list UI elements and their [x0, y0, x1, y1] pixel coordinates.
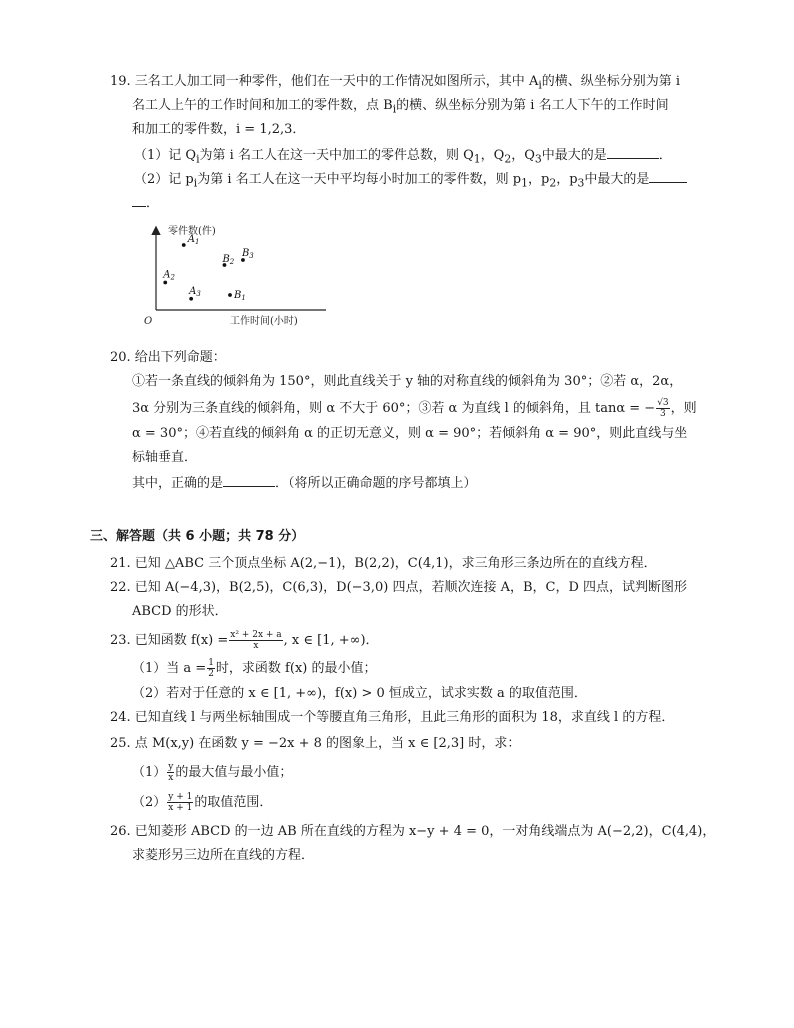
q24: 24. 已知直线 l 与两坐标轴围成一个等腰直角三角形，且此三角形的面积为 18，求直线 l 的方程． — [110, 710, 675, 725]
fraction-numerator: 1 — [208, 658, 214, 668]
answer-blank[interactable] — [132, 192, 146, 207]
q19-part1-sub: 1 — [473, 152, 481, 166]
q25-part1-b: 的最大值与最小值； — [175, 765, 293, 780]
scatter-points — [162, 234, 254, 302]
q19-part1-c: 为第 i 名工人在这一天中加工的零件总数，则 Q — [199, 148, 474, 163]
q22-line1: 22. 已知 A(−4,3)，B(2,5)，C(6,3)，D(−3,0) 四点，若顺次连接 A，B，C，D 四点，试判断图形 — [110, 580, 688, 595]
q19-line2 — [132, 96, 669, 120]
q23-part1-b: 时，求函数 f(x) 的最小值； — [215, 661, 377, 676]
q23-part1-a: （1）当 a = — [132, 661, 207, 676]
q23-line1-b: , x ∈ [1, +∞)． — [283, 633, 379, 648]
point-b1 — [228, 293, 232, 297]
fraction-denominator: x — [168, 773, 174, 783]
q19-part2-cont — [132, 192, 159, 214]
q26-line1: 26. 已知菱形 ABCD 的一边 AB 所在直线的方程为 x−y + 4 = 0，一对角线端点为 A(−2,2)，C(4,4)， — [110, 824, 716, 839]
q19-line2-text: 名工人上午的工作时间和加工的零件数，点 B — [132, 98, 393, 113]
point-label-b2: $B_2$ — [222, 254, 235, 266]
point-a2 — [163, 281, 167, 285]
q19-sub: i — [538, 78, 542, 92]
point-a3 — [189, 297, 193, 301]
point-a1 — [182, 243, 186, 247]
q23-fraction — [229, 630, 282, 651]
answer-blank[interactable] — [649, 168, 687, 183]
q19-part2-sub: 1 — [521, 176, 528, 190]
section3-title: 三、解答题（共 6 小题；共 78 分） — [90, 529, 305, 544]
fraction-numerator: √3 — [657, 398, 669, 408]
fraction-denominator: x + 1 — [168, 803, 193, 813]
q19-scatter-diagram — [140, 224, 340, 336]
q20-line2-a: 3α 分别为三条直线的倾斜角，则 α 不大于 60°；③若 α 为直线 l 的倾斜角，且 tanα = − — [132, 401, 656, 416]
q19-part2 — [134, 168, 687, 194]
q25-part2-a: （2） — [132, 795, 167, 810]
fraction-denominator: 3 — [660, 409, 666, 419]
q19-part2-sub: 2 — [549, 176, 557, 190]
q23-part1-fraction — [207, 658, 215, 679]
q19-part1-sub: 2 — [504, 152, 512, 166]
q20-line3: α = 30°；④若直线的倾斜角 α 的正切无意义，则 α = 90°；若倾斜角 α = 90°，则此直线与坐 — [132, 426, 688, 441]
q19-line1-text: 19. 三名工人加工同一种零件，他们在一天中的工作情况如图所示，其中 A — [110, 74, 539, 89]
q20-line2-b: ，则 — [670, 401, 697, 416]
q19-part1-g: ，Q — [511, 148, 535, 163]
answer-blank[interactable] — [223, 472, 275, 487]
q19-sub: i — [392, 102, 397, 116]
q25-part2 — [132, 792, 272, 813]
q23-line1-a: 23. 已知函数 f(x) = — [110, 633, 229, 648]
q19-part1-sub: i — [196, 152, 200, 166]
point-label-b1: $B_1$ — [234, 290, 246, 302]
q19-part2-e: ，p — [527, 172, 550, 187]
q19-part1-i: 中最大的是 — [541, 148, 607, 163]
q25-line1: 25. 点 M(x,y) 在函数 y = −2x + 8 的图象上，当 x ∈ [2,3] 时，求： — [110, 736, 521, 751]
origin-label: O — [144, 316, 153, 327]
fraction-numerator: y — [168, 762, 174, 772]
q23-part2: （2）若对于任意的 x ∈ [1, +∞)，f(x) > 0 恒成立，试求实数 a 的取值范围． — [132, 686, 587, 701]
q20-fraction — [656, 398, 669, 419]
q19-part2-end: ． — [146, 196, 160, 211]
q19-line2-tail: 的横、纵坐标分别为第 i 名工人下午的工作时间 — [396, 98, 669, 113]
q19-part1-e: ，Q — [480, 148, 505, 163]
q26-line2: 求菱形另三边所在直线的方程． — [132, 848, 315, 863]
q20-line4: 标轴垂直． — [132, 450, 198, 465]
x-axis-label: 工作时间(小时) — [230, 316, 298, 327]
point-label-a1: $A_1$ — [187, 234, 200, 246]
q20-title: 20. 给出下列命题： — [110, 350, 226, 365]
q20-line1: ①若一条直线的倾斜角为 150°，则此直线关于 y 轴的对称直线的倾斜角为 30°；②若 α，2α， — [132, 374, 683, 389]
q25-part1-a: （1） — [132, 765, 167, 780]
fraction-numerator: y + 1 — [168, 792, 193, 802]
q25-part1-fraction — [167, 762, 174, 783]
q20-line5-a: 其中，正确的是 — [132, 476, 224, 491]
q22-line2: ABCD 的形状． — [132, 604, 228, 619]
q25-part2-fraction — [167, 792, 193, 813]
fraction-denominator: x — [253, 641, 259, 651]
fraction-denominator: 2 — [208, 669, 214, 679]
q19-part2-a: （2）记 p — [134, 172, 194, 187]
point-label-a3: $A_3$ — [189, 285, 201, 298]
q19-line3: 和加工的零件数，i = 1,2,3． — [132, 122, 306, 137]
point-label-b3: $B_3$ — [241, 248, 254, 260]
q19-part1-a: （1）记 Q — [134, 148, 197, 163]
q19-part2-c: 为第 i 名工人在这一天中平均每小时加工的零件数，则 p — [197, 172, 522, 187]
q20-line5-b: ．（将所以正确命题的序号都填上） — [275, 476, 477, 491]
q19-part2-i: 中最大的是 — [584, 172, 650, 187]
y-axis-label: 零件数(件) — [168, 226, 216, 237]
fraction-numerator: x² + 2x + a — [230, 630, 282, 640]
q19-part2-g: ，p — [556, 172, 578, 187]
q21: 21. 已知 △ABC 三个顶点坐标 A(2,−1)，B(2,2)，C(4,1)，求三角形三条边所在的直线方程． — [110, 556, 657, 571]
q19-line1-tail: 的横、纵坐标分别为第 i — [541, 74, 681, 89]
q19-part1-sub: 3 — [534, 152, 542, 166]
q23-line1 — [110, 630, 379, 651]
q19-part2-sub: 3 — [577, 176, 585, 190]
q25-part2-b: 的取值范围． — [194, 795, 273, 810]
point-label-a2: $A_2$ — [163, 269, 175, 282]
answer-blank[interactable] — [607, 144, 659, 159]
q20-line5 — [132, 472, 477, 494]
q19-part1 — [134, 144, 672, 170]
q19-part1-end: ． — [658, 148, 672, 163]
q23-part1 — [132, 658, 376, 679]
q20-line2 — [132, 398, 697, 419]
q25-part1 — [132, 762, 292, 783]
q19-part2-sub: i — [193, 176, 198, 190]
q19-line1 — [110, 72, 680, 96]
